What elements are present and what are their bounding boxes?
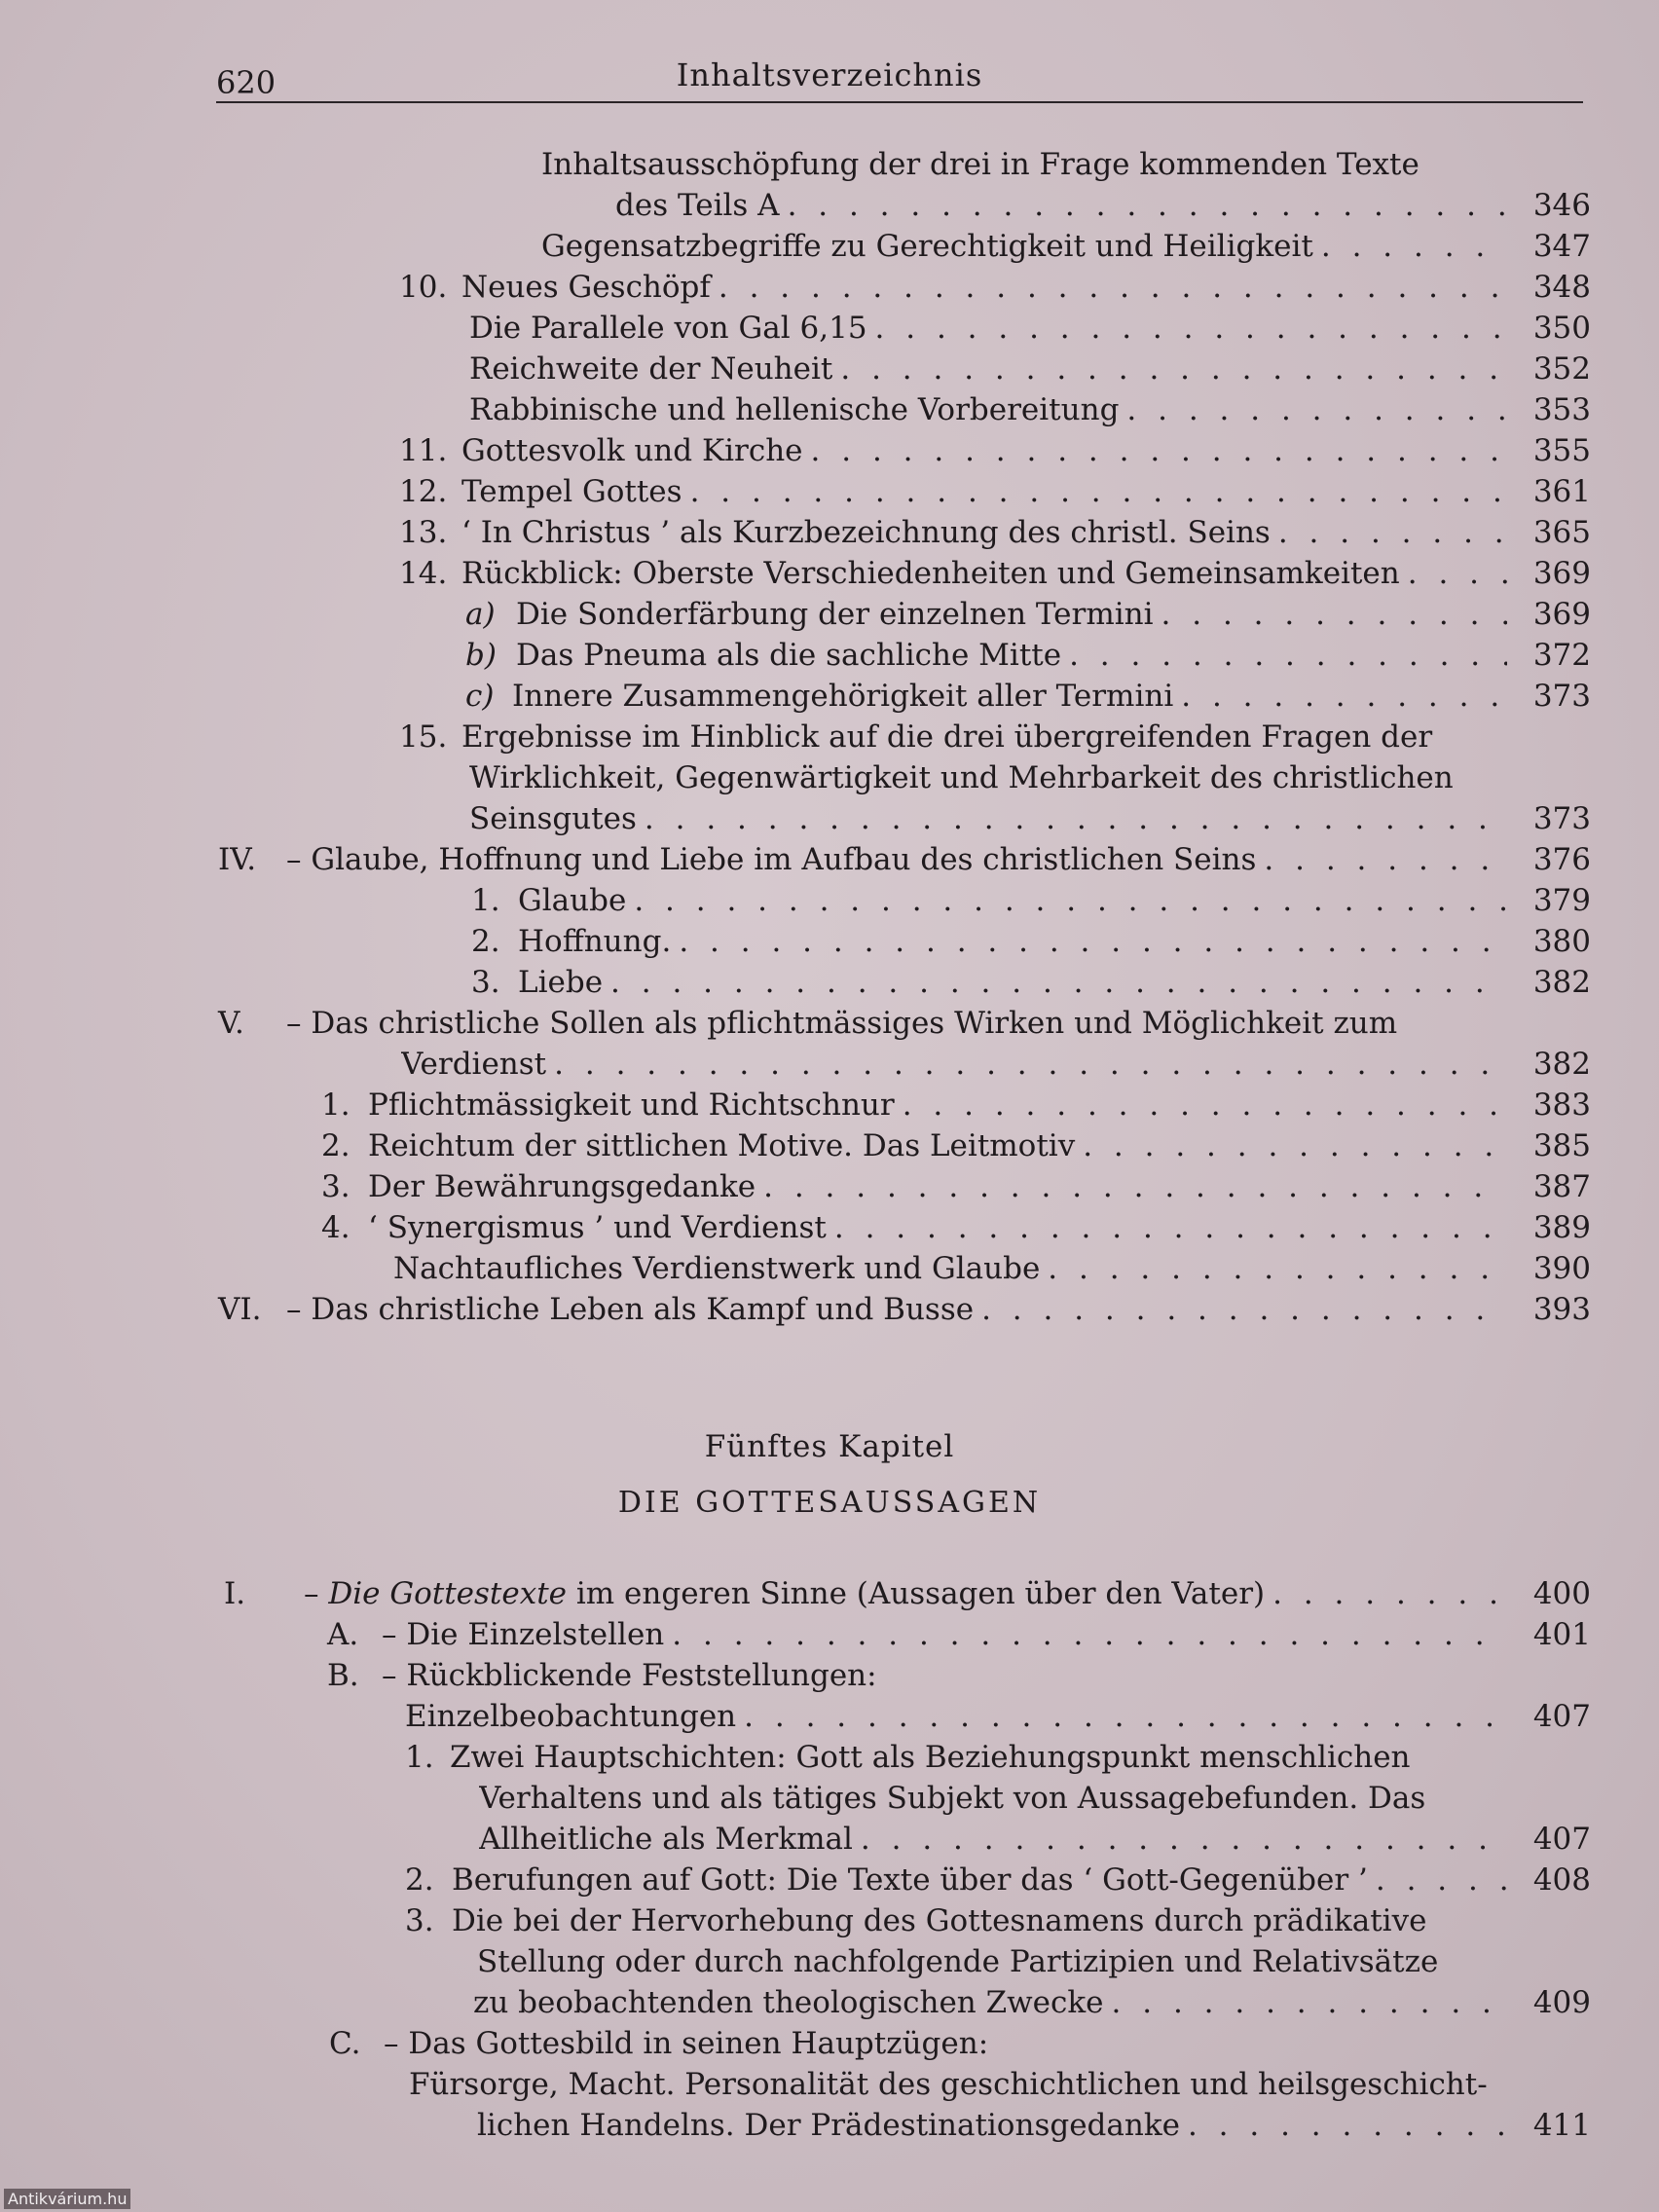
entry-title: zu beobachtenden theologischen Zwecke (473, 1985, 1104, 2020)
toc-entry (0, 962, 1659, 1003)
toc-entry (0, 1778, 1659, 1819)
entry-title: ‘ In Christus ’ als Kurzbezeichnung des christl. Seins (461, 515, 1271, 550)
entry-title: – Die Einzelstellen (382, 1617, 665, 1652)
entry-page-number: 390 (1532, 1251, 1591, 1286)
entry-page-number: 373 (1532, 679, 1591, 714)
toc-entry (0, 798, 1659, 839)
entry-title: – Das christliche Leben als Kampf und Busse (286, 1292, 975, 1327)
entry-title (304, 1576, 1272, 1611)
entry-page-number: 389 (1532, 1210, 1591, 1245)
entry-title: des Teils A (615, 188, 780, 223)
toc-entry (0, 921, 1659, 962)
entry-page-number: 401 (1532, 1617, 1591, 1652)
entry-number: 1. (405, 1740, 434, 1775)
entry-number: 4. (321, 1210, 350, 1245)
entry-dash: – (304, 1576, 329, 1611)
entry-title: Reichtum der sittlichen Motive. Das Leitmotiv (368, 1128, 1076, 1163)
toc-entry (0, 2023, 1659, 2064)
toc-entry (0, 226, 1659, 267)
toc-entry (0, 308, 1659, 349)
entry-number: VI. (218, 1292, 262, 1327)
watermark: Antikvárium.hu (4, 2189, 130, 2209)
entry-page-number: 376 (1532, 842, 1591, 877)
entry-title: Gottesvolk und Kirche (461, 433, 803, 468)
toc-entry (0, 1044, 1659, 1085)
toc-entry (0, 185, 1659, 226)
entry-title: Verdienst (401, 1047, 547, 1082)
entry-number: 1. (471, 883, 500, 918)
entry-number: 3. (321, 1169, 350, 1204)
entry-page-number: 350 (1532, 311, 1591, 346)
entry-page-number: 409 (1532, 1985, 1591, 2020)
entry-title: Berufungen auf Gott: Die Texte über das ‘ Gott-Gegenüber ’ (452, 1862, 1368, 1898)
entry-title: Seinsgutes (469, 801, 637, 836)
page-number: 620 (216, 64, 276, 101)
toc-entry (0, 1982, 1659, 2023)
toc-entry (0, 553, 1659, 594)
entry-number: c) (465, 679, 495, 714)
entry-title: Rabbinische und hellenische Vorbereitung (469, 392, 1120, 427)
entry-page-number: 355 (1532, 433, 1591, 468)
entry-title: Liebe (518, 965, 604, 1000)
entry-number: B. (327, 1658, 359, 1693)
toc-entry (0, 1737, 1659, 1778)
entry-page-number: 352 (1532, 351, 1591, 387)
entry-italic-title: Die Gottestexte (328, 1576, 568, 1611)
header-rule (216, 101, 1583, 103)
entry-title: Inhaltsausschöpfung der drei in Frage kommenden Texte (541, 147, 1419, 182)
entry-number: 15. (399, 719, 448, 755)
entry-page-number: 408 (1532, 1862, 1591, 1898)
entry-title: Fürsorge, Macht. Personalität des geschichtlichen und heilsgeschicht- (409, 2067, 1488, 2102)
entry-page-number: 369 (1532, 556, 1591, 591)
entry-number: 3. (405, 1903, 434, 1938)
entry-title: – Glaube, Hoffnung und Liebe im Aufbau des christlichen Seins (286, 842, 1257, 877)
entry-title: Allheitliche als Merkmal (479, 1822, 853, 1857)
entry-title: Hoffnung. (518, 924, 672, 959)
entry-title: Das Pneuma als die sachliche Mitte (516, 638, 1062, 673)
entry-title: Stellung oder durch nachfolgende Partizipien und Relativsätze (477, 1944, 1439, 1979)
entry-page-number: 407 (1532, 1699, 1591, 1734)
entry-title: Einzelbeobachtungen (405, 1699, 737, 1734)
entry-page-number: 346 (1532, 188, 1591, 223)
entry-number: A. (327, 1617, 359, 1652)
toc-entry (0, 1860, 1659, 1900)
entry-title: Tempel Gottes (461, 474, 682, 509)
entry-page-number: 382 (1532, 1047, 1591, 1082)
entry-page-number: 369 (1532, 597, 1591, 632)
toc-entry (0, 1655, 1659, 1696)
toc-entry (0, 2105, 1659, 2146)
entry-title: Neues Geschöpf (461, 270, 711, 305)
entry-title: – Rückblickende Feststellungen: (382, 1658, 877, 1693)
entry-title: Glaube (518, 883, 627, 918)
entry-number: I. (224, 1576, 246, 1611)
chapter-title: Fünftes Kapitel (704, 1429, 955, 1464)
toc-entry (0, 144, 1659, 185)
entry-page-number: 353 (1532, 392, 1591, 427)
entry-title: Pflichtmässigkeit und Richtschnur (368, 1088, 895, 1123)
running-title: Inhaltsverzeichnis (676, 56, 983, 93)
toc-entry (0, 1900, 1659, 1941)
toc-entry (0, 1003, 1659, 1044)
entry-title: lichen Handelns. Der Prädestinationsgedanke (477, 2108, 1180, 2143)
toc-entry (0, 1248, 1659, 1289)
entry-number: 2. (321, 1128, 350, 1163)
entry-page-number: 379 (1532, 883, 1591, 918)
entry-number: 14. (399, 556, 448, 591)
entry-number: 10. (399, 270, 448, 305)
section-title: DIE GOTTESAUSSAGEN (617, 1486, 1042, 1520)
toc-entry (0, 2064, 1659, 2105)
toc-entry (0, 349, 1659, 389)
entry-number: C. (329, 2026, 361, 2061)
entry-page-number: 380 (1532, 924, 1591, 959)
toc-entry (0, 389, 1659, 430)
toc-entry (0, 717, 1659, 757)
entry-title-rest: im engeren Sinne (Aussagen über den Vater) (567, 1576, 1266, 1611)
entry-title: Ergebnisse im Hinblick auf die drei übergreifenden Fragen der (461, 719, 1433, 755)
toc-entry (0, 1125, 1659, 1166)
entry-number: 11. (399, 433, 448, 468)
toc-entry (0, 880, 1659, 921)
entry-page-number: 383 (1532, 1088, 1591, 1123)
entry-title: – Das Gottesbild in seinen Hauptzügen: (384, 2026, 989, 2061)
toc-entry (0, 1289, 1659, 1330)
entry-page-number: 407 (1532, 1822, 1591, 1857)
entry-number: V. (218, 1006, 244, 1041)
toc-entry (0, 1085, 1659, 1125)
toc-entry (0, 267, 1659, 308)
toc-entry (0, 1207, 1659, 1248)
toc-entry (0, 1819, 1659, 1860)
entry-page-number: 382 (1532, 965, 1591, 1000)
entry-page-number: 400 (1532, 1576, 1591, 1611)
entry-number: 13. (399, 515, 448, 550)
entry-number: b) (465, 638, 497, 673)
toc-entry (0, 512, 1659, 553)
entry-title: Rückblick: Oberste Verschiedenheiten und Gemeinsamkeiten (461, 556, 1400, 591)
entry-page-number: 372 (1532, 638, 1591, 673)
entry-title: Gegensatzbegriffe zu Gerechtigkeit und Heiligkeit (541, 229, 1313, 264)
toc-entry (0, 1614, 1659, 1655)
entry-number: 2. (405, 1862, 434, 1898)
entry-title: Reichweite der Neuheit (469, 351, 833, 387)
entry-title: Verhaltens und als tätiges Subjekt von Aussagebefunden. Das (479, 1781, 1426, 1816)
toc-entry (0, 430, 1659, 471)
toc-entry (0, 1573, 1659, 1614)
entry-title: Innere Zusammengehörigkeit aller Termini (512, 679, 1174, 714)
entry-title: Die bei der Hervorhebung des Gottesnamens durch prädikative (452, 1903, 1427, 1938)
entry-number: a) (465, 597, 496, 632)
entry-number: 2. (471, 924, 500, 959)
entry-title: Die Parallele von Gal 6,15 (469, 311, 867, 346)
entry-page-number: 361 (1532, 474, 1591, 509)
entry-title: Nachtaufliches Verdienstwerk und Glaube (393, 1251, 1041, 1286)
entry-page-number: 373 (1532, 801, 1591, 836)
toc-entry (0, 1696, 1659, 1737)
entry-page-number: 393 (1532, 1292, 1591, 1327)
toc-entry (0, 471, 1659, 512)
toc-entry (0, 635, 1659, 676)
entry-title: Wirklichkeit, Gegenwärtigkeit und Mehrbarkeit des christlichen (469, 760, 1454, 795)
toc-entry (0, 757, 1659, 798)
entry-title: Die Sonderfärbung der einzelnen Termini (516, 597, 1154, 632)
toc-entry (0, 1166, 1659, 1207)
entry-number: IV. (218, 842, 257, 877)
entry-page-number: 387 (1532, 1169, 1591, 1204)
toc-entry (0, 676, 1659, 717)
toc-entry (0, 1941, 1659, 1982)
entry-page-number: 385 (1532, 1128, 1591, 1163)
entry-page-number: 347 (1532, 229, 1591, 264)
entry-number: 1. (321, 1088, 350, 1123)
toc-entry (0, 839, 1659, 880)
entry-page-number: 411 (1532, 2108, 1591, 2143)
entry-number: 3. (471, 965, 500, 1000)
toc-entry (0, 594, 1659, 635)
entry-title: Zwei Hauptschichten: Gott als Beziehungspunkt menschlichen (450, 1740, 1411, 1775)
entry-title: – Das christliche Sollen als pflichtmässiges Wirken und Möglichkeit zum (286, 1006, 1398, 1041)
entry-title: Der Bewährungsgedanke (368, 1169, 756, 1204)
entry-title: ‘ Synergismus ’ und Verdienst (368, 1210, 827, 1245)
entry-page-number: 348 (1532, 270, 1591, 305)
entry-page-number: 365 (1532, 515, 1591, 550)
entry-number: 12. (399, 474, 448, 509)
